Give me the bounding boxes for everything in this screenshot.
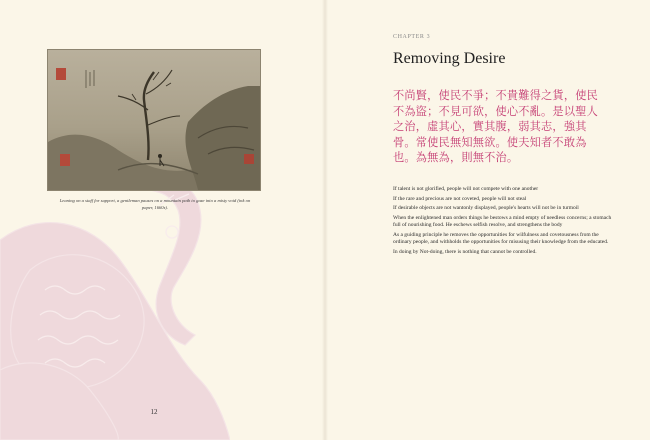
translation-line: In doing by Not-doing, there is nothing that cannot be controlled. (393, 248, 537, 255)
translation-line: If the rare and precious are not coveted, people will not steal (393, 195, 527, 202)
chinese-text: 不尚賢，使民不爭；不貴難得之貨，使民不為盜；不見可欲，使心不亂。是以聖人之治，虛其心，實其腹，弱其志，強其骨。常使民無知無欲。使夫知者不敢為也。為無為，則無不治。 (393, 89, 598, 164)
page-number: 12 (150, 408, 158, 416)
painting-caption: Leaning on a staff for support, a gentleman pauses on a mountain path to gaze into a misty void (ink on paper, 1660s). (59, 198, 251, 210)
translation-line: If talent is not glorified, people will not compete with one another (393, 186, 539, 192)
landscape-painting (48, 50, 260, 190)
dragon-outline-icon (0, 150, 230, 440)
right-page (325, 0, 650, 440)
chapter-title: Removing Desire (393, 50, 506, 67)
landscape-painting-icon (48, 50, 260, 190)
chapter-label: CHAPTER 3 (393, 34, 431, 40)
translation-text (393, 186, 615, 258)
translation-line: As a guiding principle he removes the opportunities for wilfulness and covetousness from the ordinary people, and withholds the opportunities for misusing their knowledge from the educated. (393, 231, 609, 245)
translation-line: If desirable objects are not wantonly displayed, people's hearts will not be in turmoil (393, 205, 579, 212)
translation-line: When the enlightened man orders things he bestows a mind empty of needless concerns; a stomach full of nourishing food. He eschews selfish resolve, and strengthens the body (393, 214, 612, 229)
